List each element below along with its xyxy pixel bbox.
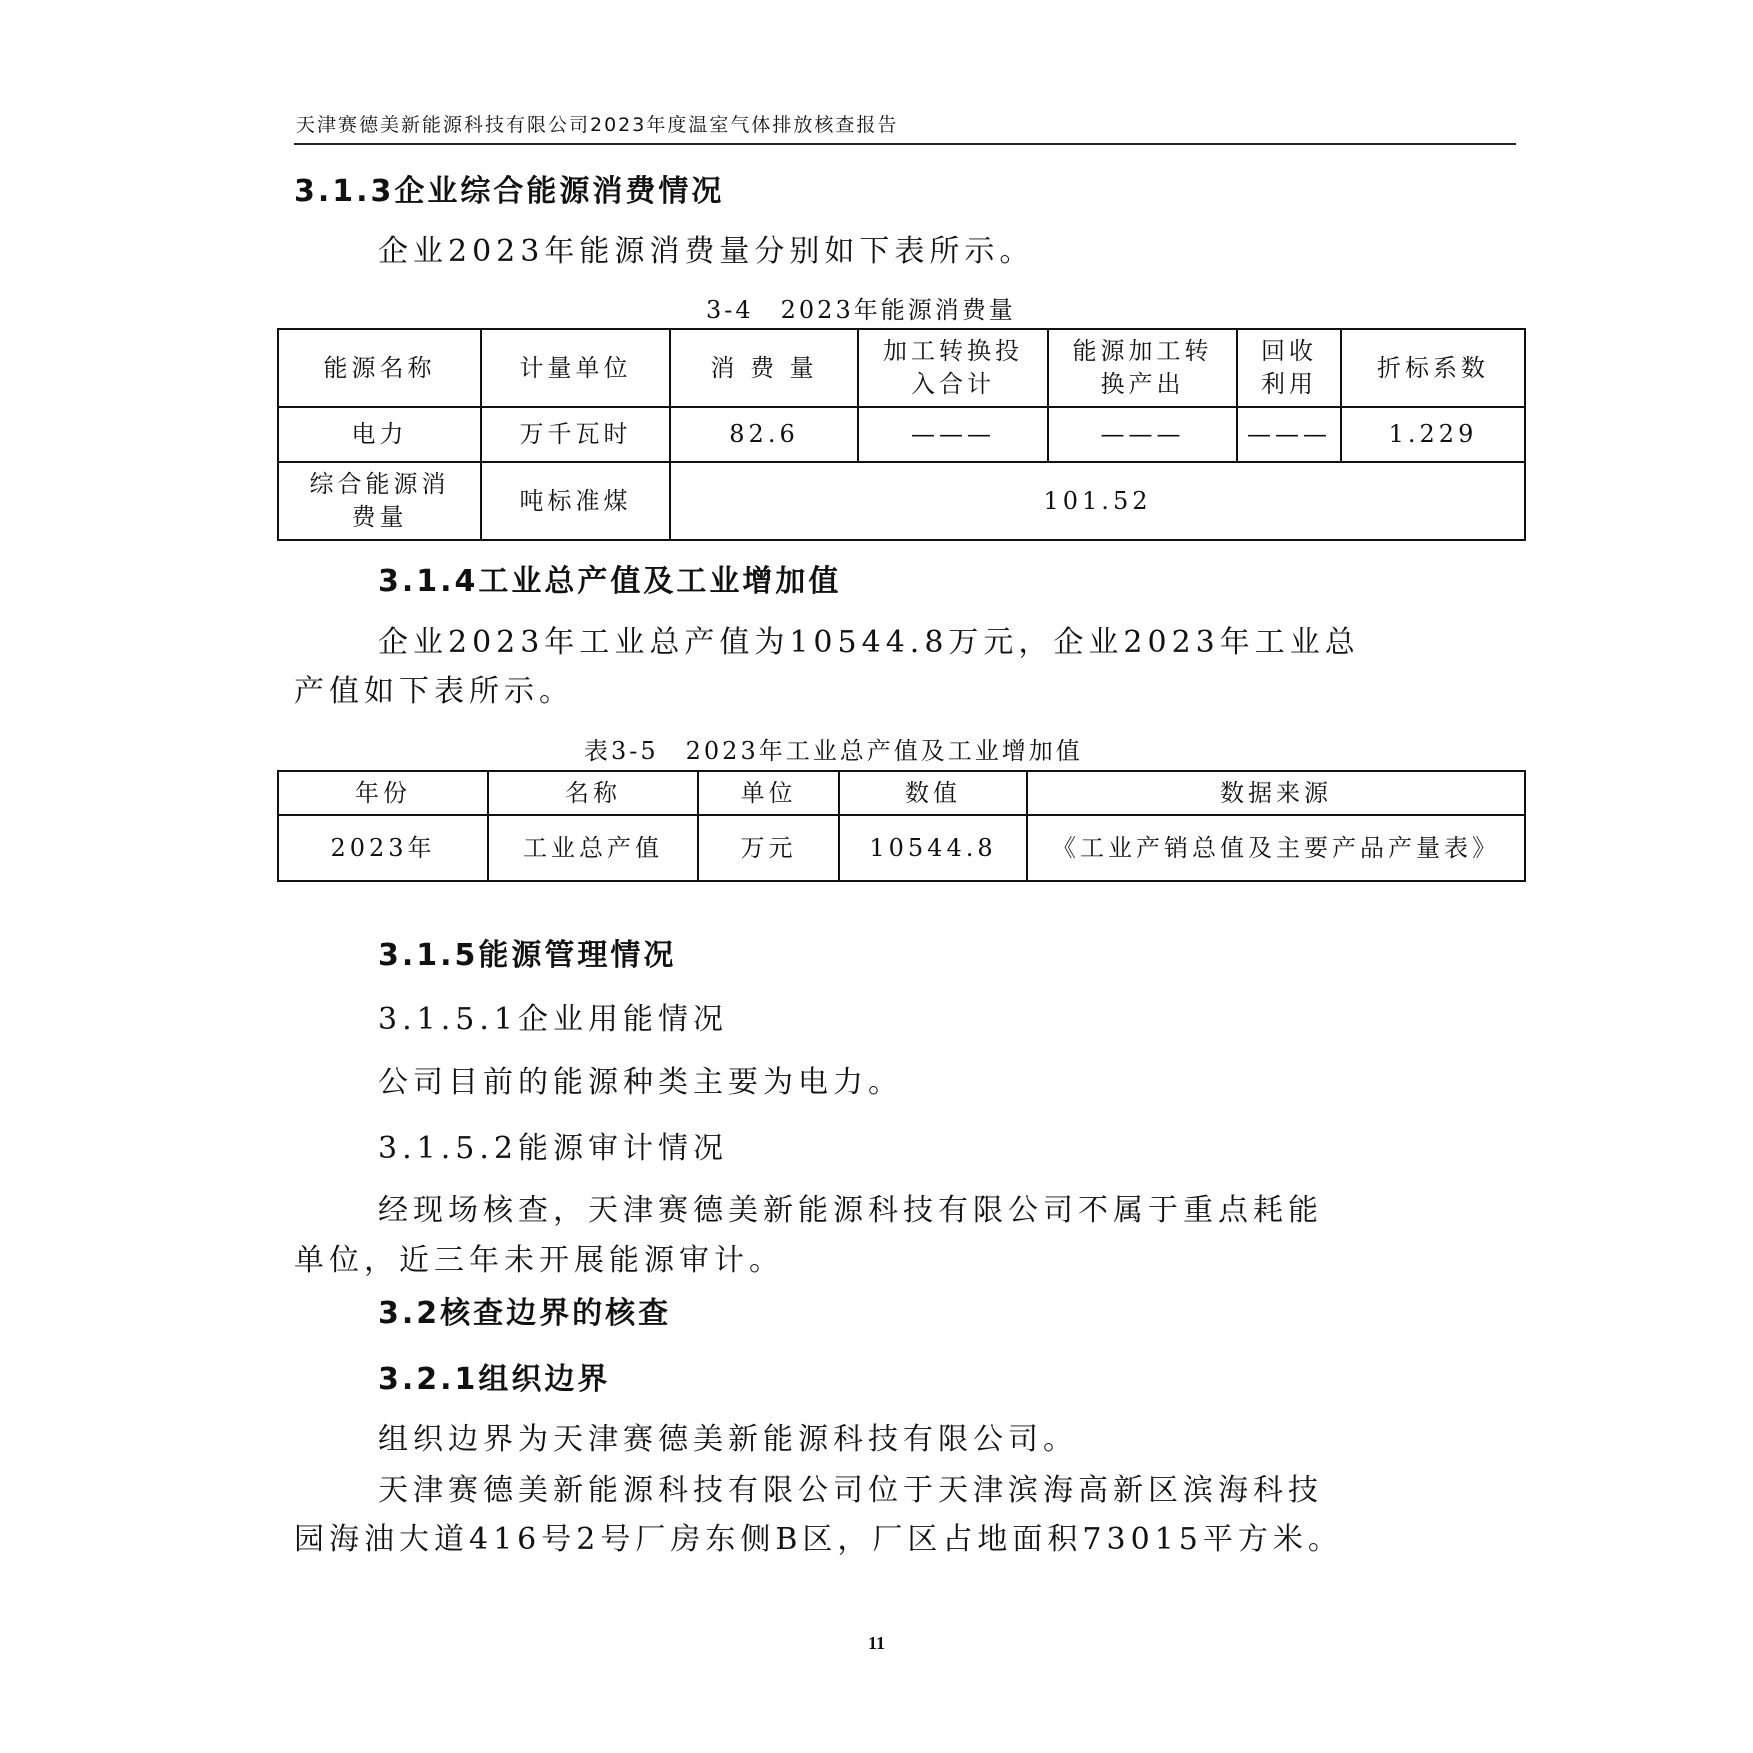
paragraph-audit-line2: 单位，近三年未开展能源审计。 bbox=[294, 1243, 784, 1278]
paragraph-output-line1: 企业2023年工业总产值为10544.8万元，企业2023年工业总 bbox=[378, 625, 1360, 660]
table-3-4-caption: 3-4 2023年能源消费量 bbox=[706, 296, 1016, 324]
table-cell: 《工业产销总值及主要产品产量表》 bbox=[1027, 815, 1525, 881]
table-cell: 吨标准煤 bbox=[481, 462, 670, 540]
table-cell: 1.229 bbox=[1341, 407, 1525, 462]
header-rule bbox=[294, 143, 1516, 145]
header-cell: 消 费 量 bbox=[670, 329, 858, 407]
paragraph-location-line1: 天津赛德美新能源科技有限公司位于天津滨海高新区滨海科技 bbox=[378, 1473, 1323, 1508]
table-cell: 综合能源消费量 bbox=[278, 462, 481, 540]
paragraph-output-line2: 产值如下表所示。 bbox=[294, 674, 574, 709]
table-cell: 10544.8 bbox=[839, 815, 1027, 881]
table-cell: ——— bbox=[858, 407, 1048, 462]
table-3-5-caption: 表3-5 2023年工业总产值及工业增加值 bbox=[584, 737, 1083, 765]
table-cell: ——— bbox=[1237, 407, 1341, 462]
table-cell: 工业总产值 bbox=[488, 815, 698, 881]
table-header-row bbox=[278, 771, 1525, 815]
table-row bbox=[278, 407, 1525, 462]
table-cell: ——— bbox=[1048, 407, 1237, 462]
heading-3-2: 3.2核查边界的核查 bbox=[378, 1296, 672, 1331]
table-cell: 电力 bbox=[278, 407, 481, 462]
table-cell: 82.6 bbox=[670, 407, 858, 462]
header-cell: 名称 bbox=[488, 771, 698, 815]
header-cell: 回收利用 bbox=[1237, 329, 1341, 407]
heading-3-1-4: 3.1.4工业总产值及工业增加值 bbox=[378, 564, 842, 599]
page-number: 11 bbox=[867, 1633, 885, 1653]
header-cell: 能源加工转换产出 bbox=[1048, 329, 1237, 407]
running-header: 天津赛德美新能源科技有限公司2023年度温室气体排放核查报告 bbox=[296, 114, 899, 136]
header-cell: 折标系数 bbox=[1341, 329, 1525, 407]
table-row bbox=[278, 815, 1525, 881]
header-cell: 单位 bbox=[698, 771, 839, 815]
heading-3-2-1: 3.2.1组织边界 bbox=[378, 1362, 611, 1397]
heading-3-1-5: 3.1.5能源管理情况 bbox=[378, 938, 677, 973]
table-cell: 101.52 bbox=[670, 462, 1525, 540]
table-header-row bbox=[278, 329, 1525, 407]
paragraph-energy-intro: 企业2023年能源消费量分别如下表所示。 bbox=[378, 234, 1035, 269]
paragraph-energy-type: 公司目前的能源种类主要为电力。 bbox=[378, 1065, 903, 1100]
table-cell: 万元 bbox=[698, 815, 839, 881]
header-cell: 能源名称 bbox=[278, 329, 481, 407]
paragraph-boundary: 组织边界为天津赛德美新能源科技有限公司。 bbox=[378, 1422, 1078, 1457]
subheading-3-1-5-1: 3.1.5.1企业用能情况 bbox=[378, 1002, 728, 1037]
header-cell: 数据来源 bbox=[1027, 771, 1525, 815]
table-cell: 2023年 bbox=[278, 815, 488, 881]
subheading-3-1-5-2: 3.1.5.2能源审计情况 bbox=[378, 1131, 728, 1166]
header-cell: 加工转换投入合计 bbox=[858, 329, 1048, 407]
paragraph-audit-line1: 经现场核查，天津赛德美新能源科技有限公司不属于重点耗能 bbox=[378, 1193, 1323, 1228]
header-cell: 计量单位 bbox=[481, 329, 670, 407]
table-total-row bbox=[278, 462, 1525, 540]
heading-3-1-3: 3.1.3企业综合能源消费情况 bbox=[294, 174, 725, 209]
paragraph-location-line2: 园海油大道416号2号厂房东侧B区，厂区占地面积73015平方米。 bbox=[294, 1522, 1343, 1557]
header-cell: 年份 bbox=[278, 771, 488, 815]
energy-consumption-table bbox=[277, 328, 1526, 541]
header-cell: 数值 bbox=[839, 771, 1027, 815]
table-cell: 万千瓦时 bbox=[481, 407, 670, 462]
industrial-output-table bbox=[277, 770, 1526, 882]
